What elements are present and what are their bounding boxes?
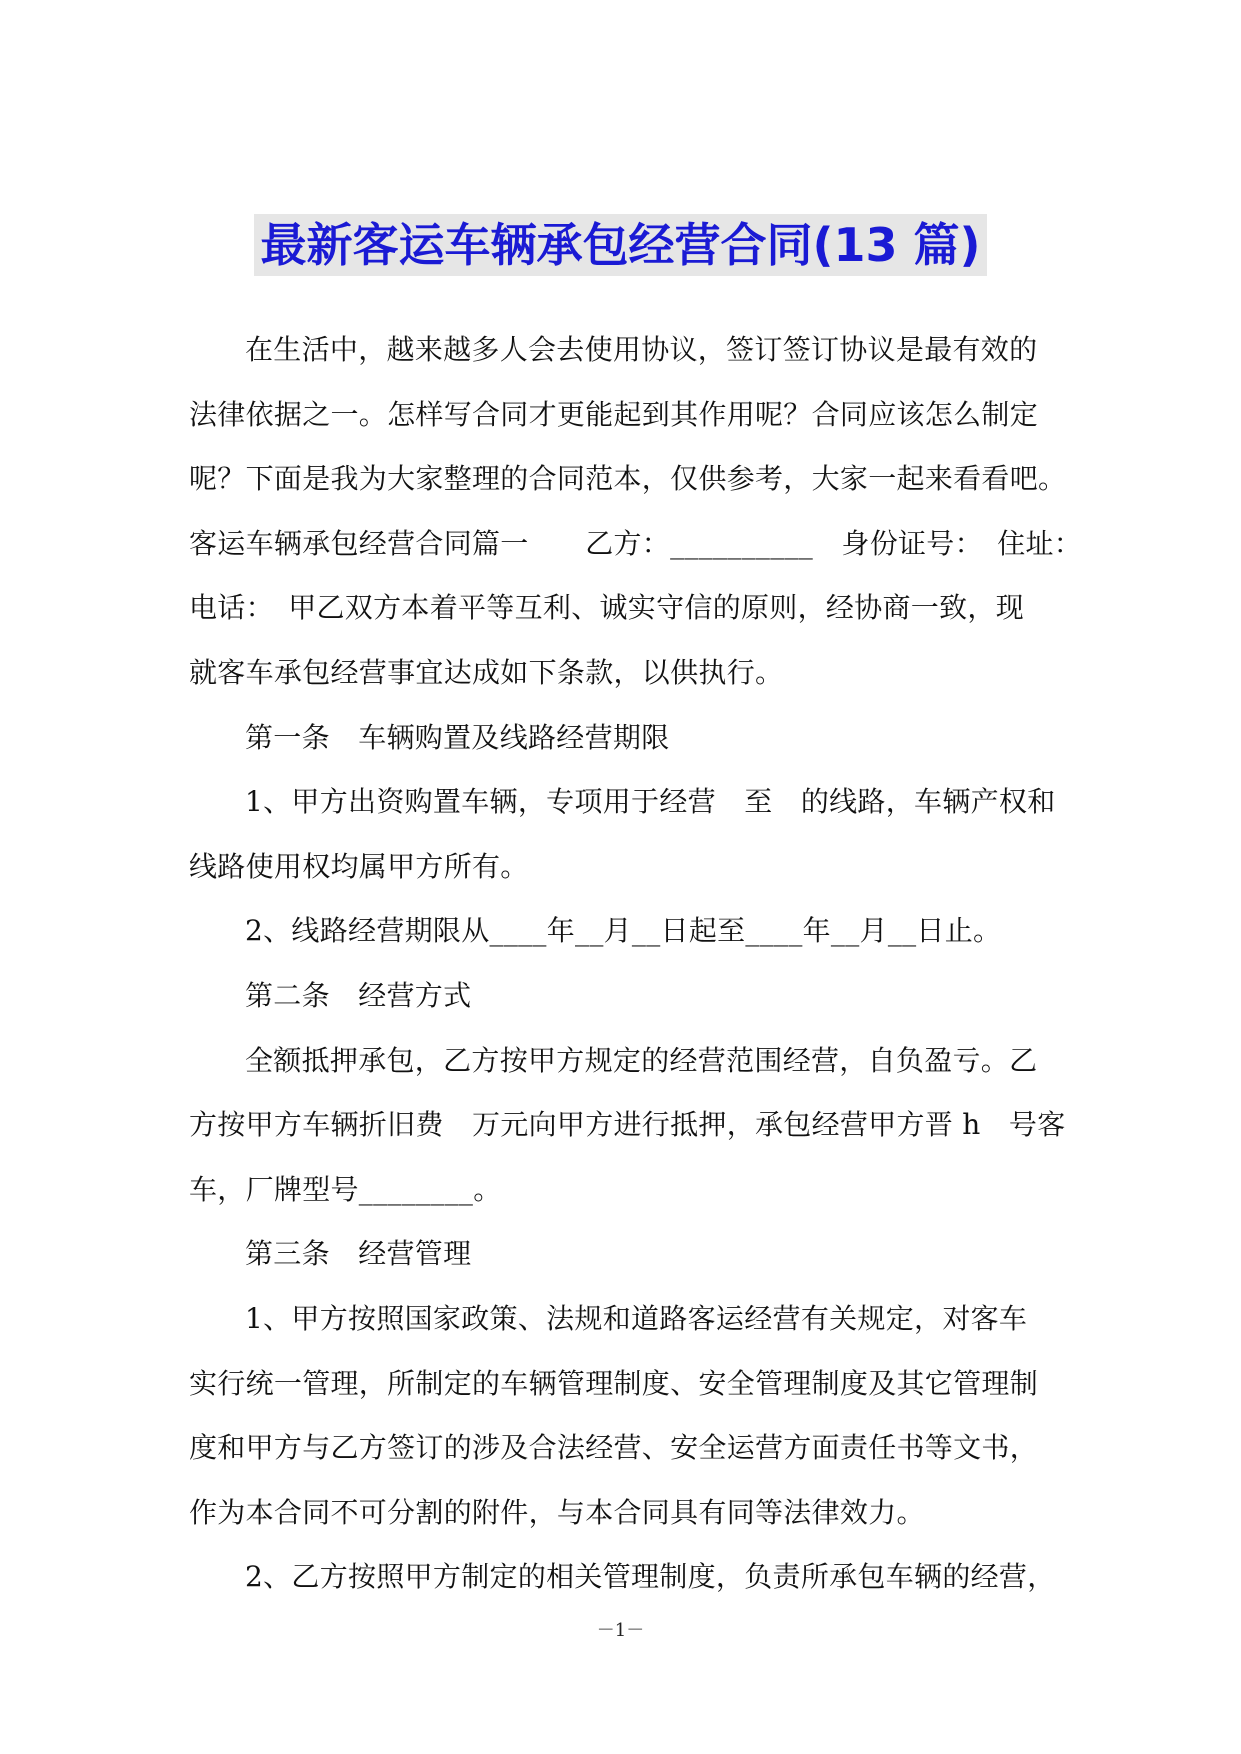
document-body xyxy=(189,318,1083,1610)
article-heading: 第三条 经营管理 xyxy=(245,1237,472,1271)
paragraph-line: 全额抵押承包，乙方按甲方规定的经营范围经营，自负盈亏。乙 xyxy=(245,1043,1038,1077)
title-container xyxy=(0,214,1241,276)
article-heading: 第一条 车辆购置及线路经营期限 xyxy=(245,720,670,754)
paragraph-line: 在生活中，越来越多人会去使用协议，签订签订协议是最有效的 xyxy=(245,333,1038,366)
document-title: 最新客运车辆承包经营合同(13 篇) xyxy=(254,214,986,276)
paragraph-line: 方按甲方车辆折旧费 万元向甲方进行抵押，承包经营甲方晋 h 号客 xyxy=(189,1108,1066,1142)
paragraph-line: 电话： 甲乙双方本着平等互利、诚实守信的原则，经协商一致，现 xyxy=(189,591,1025,625)
paragraph-line: 线路使用权均属甲方所有。 xyxy=(189,849,529,883)
paragraph-line: 2、线路经营期限从____年__月__日起至____年__月__日止。 xyxy=(245,914,1002,948)
paragraph-line: 1、甲方出资购置车辆，专项用于经营 至 的线路，车辆产权和 xyxy=(245,785,1056,819)
paragraph-line: 法律依据之一。怎样写合同才更能起到其作用呢？合同应该怎么制定 xyxy=(189,397,1039,431)
paragraph-line: 1、甲方按照国家政策、法规和道路客运经营有关规定，对客车 xyxy=(245,1301,1028,1335)
page-number: －1－ xyxy=(596,1620,645,1641)
paragraph-line: 度和甲方与乙方签订的涉及合法经营、安全运营方面责任书等文书， xyxy=(189,1431,1039,1465)
paragraph-line: 车，厂牌型号________。 xyxy=(189,1172,502,1206)
paragraph-line: 呢？下面是我为大家整理的合同范本，仅供参考，大家一起来看看吧。 xyxy=(189,462,1067,496)
paragraph-line: 2、乙方按照甲方制定的相关管理制度，负责所承包车辆的经营， xyxy=(245,1560,1056,1594)
paragraph-line: 就客车承包经营事宜达成如下条款，以供执行。 xyxy=(189,655,784,689)
paragraph-line: 客运车辆承包经营合同篇一 乙方：__________ 身份证号： 住址： xyxy=(189,526,1083,560)
article-heading: 第二条 经营方式 xyxy=(245,978,472,1012)
paragraph-line: 作为本合同不可分割的附件，与本合同具有同等法律效力。 xyxy=(189,1495,925,1529)
paragraph-line: 实行统一管理，所制定的车辆管理制度、安全管理制度及其它管理制 xyxy=(189,1366,1039,1400)
